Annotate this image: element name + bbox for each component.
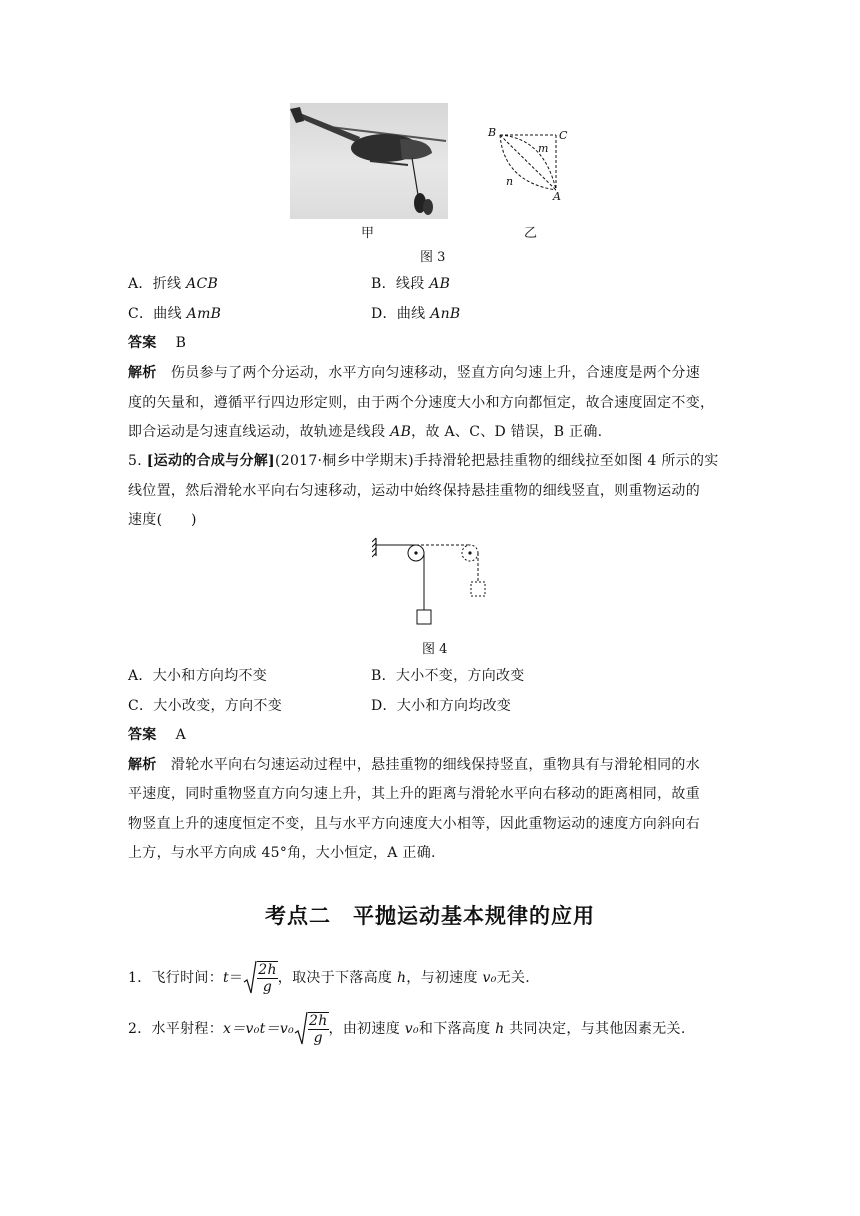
- figure4-caption: 图 4: [422, 642, 448, 657]
- point-b-label: B: [488, 126, 497, 139]
- q5-analysis-line4: 上方，与水平方向成 45°角，大小恒定，A 正确.: [128, 845, 436, 861]
- figure3-label-yi: 乙: [524, 226, 538, 241]
- curve-n-label: n: [506, 175, 514, 188]
- sqrt-symbol: [243, 960, 257, 996]
- q5-analysis-line1: 解析 滑轮水平向右匀速运动过程中，悬挂重物的细线保持竖直，重物具有与滑轮相同的水: [128, 757, 701, 773]
- q4-option-a: A．折线 ACB: [128, 276, 219, 292]
- q5-stem-line2: 线位置，然后滑轮水平向右匀速移动，运动中始终保持悬挂重物的细线竖直，则重物运动的: [128, 483, 700, 499]
- q5-stem-line1: 5. [运动的合成与分解](2017·桐乡中学期末)手持滑轮把悬挂重物的细线拉至如图 4 所示的实: [128, 453, 719, 469]
- sqrt-symbol: [294, 1011, 308, 1047]
- rule-horizontal-range: 2．水平射程：x＝v₀t＝v₀ $\frac{2h}{g}$ ，由初速度 v₀和下落高度 h 共同决定，与其他因素无关.: [128, 1013, 686, 1046]
- q5-option-c: C．大小改变，方向不变: [128, 698, 283, 714]
- fraction-2h-over-g: $\frac{2h}{g}$: [308, 1013, 328, 1046]
- q5-stem-line3: 速度( ): [128, 512, 197, 528]
- q4-analysis-line3: 即合运动是匀速直线运动，故轨迹是线段 AB，故 A、C、D 错误，B 正确.: [128, 424, 603, 440]
- q5-answer: 答案 A: [128, 727, 187, 743]
- curve-m-label: m: [538, 142, 549, 155]
- fraction-2h-over-g: $\frac{2h}{g}$: [258, 962, 277, 995]
- figure3-caption: 图 3: [420, 250, 446, 265]
- q4-option-d: D．曲线 AnB: [371, 306, 461, 322]
- q4-analysis-line1: 解析 伤员参与了两个分运动，水平方向匀速移动，竖直方向匀速上升，合速度是两个分速: [128, 365, 701, 381]
- section-title: 考点二 平抛运动基本规律的应用: [265, 904, 595, 928]
- q4-answer: 答案 B: [128, 335, 187, 351]
- rule-flight-time: 1．飞行时间：t＝ $\frac{2h}{g}$ ，取决于下落高度 h，与初速度 v₀无关.: [128, 962, 531, 995]
- q5-analysis-line3: 物竖直上升的速度恒定不变，且与水平方向速度大小相等，因此重物运动的速度方向斜向右: [128, 816, 700, 832]
- q5-option-b: B．大小不变，方向改变: [371, 668, 525, 684]
- figure3-label-jia: 甲: [361, 226, 375, 241]
- helicopter-photo: [290, 103, 448, 219]
- q5-option-d: D．大小和方向均改变: [371, 698, 512, 714]
- figure4-pulley-diagram: [372, 536, 488, 628]
- point-c-label: C: [559, 129, 568, 142]
- q4-analysis-line2: 度的矢量和，遵循平行四边形定则，由于两个分速度大小和方向都恒定，故合速度固定不变，: [128, 395, 715, 411]
- q4-option-c: C．曲线 AmB: [128, 306, 222, 322]
- point-a-label: A: [553, 190, 561, 203]
- q4-option-b: B．线段 AB: [371, 276, 451, 292]
- q5-option-a: A．大小和方向均不变: [128, 668, 268, 684]
- q5-analysis-line2: 平速度，同时重物竖直方向匀速上升，其上升的距离与滑轮水平向右移动的距离相同，故重: [128, 786, 700, 802]
- helicopter-image: [290, 103, 448, 219]
